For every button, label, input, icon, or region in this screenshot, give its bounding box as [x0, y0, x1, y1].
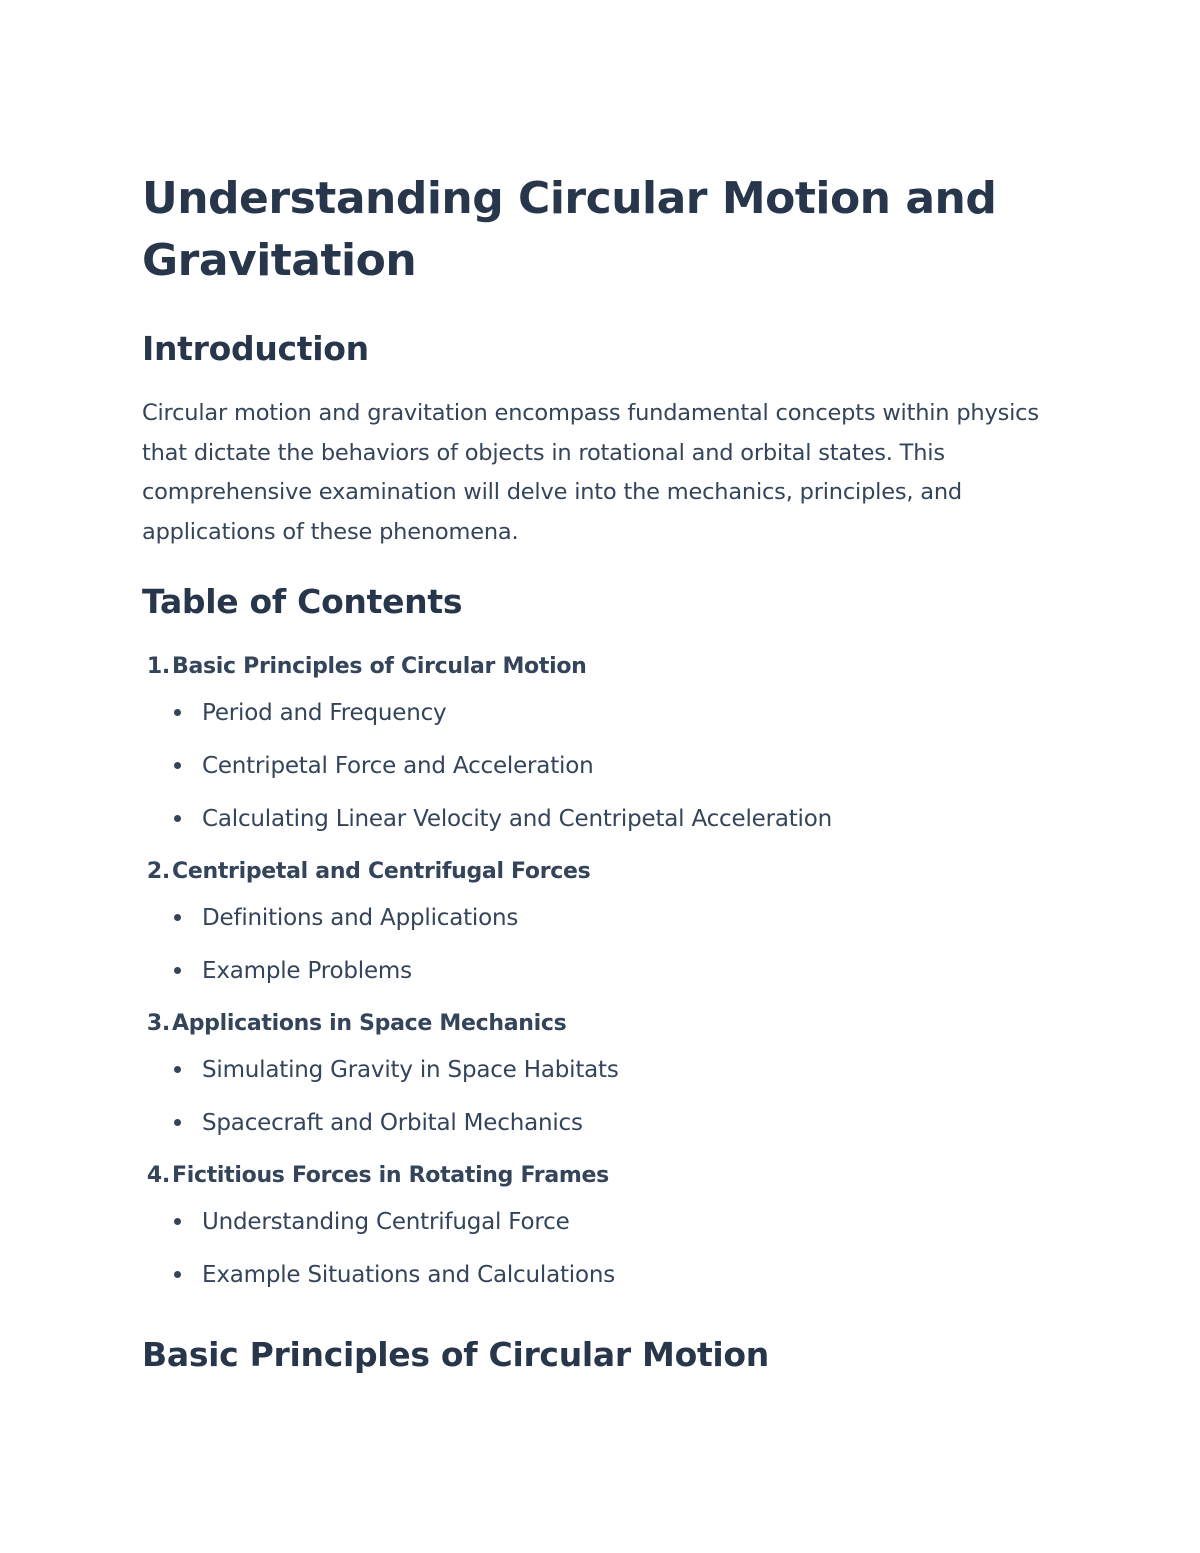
- toc-subitem-label: Example Problems: [202, 957, 412, 984]
- document-page: [142, 168, 1062, 1379]
- toc-subitem-label: Definitions and Applications: [202, 904, 519, 931]
- bullet-icon: [174, 1119, 181, 1126]
- toc-subitem: [142, 1096, 1062, 1149]
- toc-subitem: [142, 792, 1062, 845]
- toc-subitems: [142, 891, 1062, 997]
- toc-section-title: Basic Principles of Circular Motion: [172, 653, 587, 679]
- toc-section-title: Fictitious Forces in Rotating Frames: [172, 1162, 609, 1188]
- table-of-contents: [142, 650, 1062, 1301]
- toc-subitem-label: Spacecraft and Orbital Mechanics: [202, 1109, 583, 1136]
- toc-subitem-label: Example Situations and Calculations: [202, 1261, 615, 1288]
- toc-heading: Table of Contents: [142, 582, 463, 621]
- document-title: Understanding Circular Motion and Gravitation: [142, 173, 997, 286]
- toc-subitem-label: Period and Frequency: [202, 699, 447, 726]
- toc-subitems: [142, 1195, 1062, 1301]
- bullet-icon: [174, 709, 181, 716]
- bullet-icon: [174, 815, 181, 822]
- bullet-icon: [174, 762, 181, 769]
- section-heading: Basic Principles of Circular Motion: [142, 1335, 769, 1374]
- toc-subitem: [142, 1248, 1062, 1301]
- toc-section: [142, 650, 1062, 845]
- toc-section-header: [142, 855, 1062, 887]
- toc-subitem: [142, 1043, 1062, 1096]
- toc-section: [142, 1159, 1062, 1301]
- bullet-icon: [174, 914, 181, 921]
- introduction-heading: Introduction: [142, 329, 369, 368]
- toc-section-number: 1.: [146, 653, 170, 679]
- introduction-text: Circular motion and gravitation encompass fundamental concepts within physics that dictate the behaviors of objects in rotational and orbital states. This comprehensive examination will delve into the mechanics, principles, and applications of these phenomena.: [142, 400, 1039, 545]
- toc-section: [142, 1007, 1062, 1149]
- toc-subitem-label: Calculating Linear Velocity and Centripetal Acceleration: [202, 805, 832, 832]
- bullet-icon: [174, 967, 181, 974]
- toc-section-number: 3.: [146, 1010, 170, 1036]
- toc-section: [142, 855, 1062, 997]
- toc-section-title: Applications in Space Mechanics: [172, 1010, 567, 1036]
- toc-section-header: [142, 650, 1062, 682]
- toc-subitem: [142, 944, 1062, 997]
- toc-subitems: [142, 1043, 1062, 1149]
- toc-subitem: [142, 891, 1062, 944]
- toc-subitem: [142, 1195, 1062, 1248]
- toc-subitems: [142, 686, 1062, 845]
- toc-subitem: [142, 739, 1062, 792]
- toc-subitem-label: Centripetal Force and Acceleration: [202, 752, 594, 779]
- bullet-icon: [174, 1218, 181, 1225]
- toc-section-header: [142, 1159, 1062, 1191]
- toc-section-number: 4.: [146, 1162, 170, 1188]
- toc-section-number: 2.: [146, 858, 170, 884]
- toc-subitem: [142, 686, 1062, 739]
- toc-section-header: [142, 1007, 1062, 1039]
- bullet-icon: [174, 1271, 181, 1278]
- toc-subitem-label: Simulating Gravity in Space Habitats: [202, 1056, 619, 1083]
- toc-section-title: Centripetal and Centrifugal Forces: [172, 858, 591, 884]
- bullet-icon: [174, 1066, 181, 1073]
- toc-subitem-label: Understanding Centrifugal Force: [202, 1208, 570, 1235]
